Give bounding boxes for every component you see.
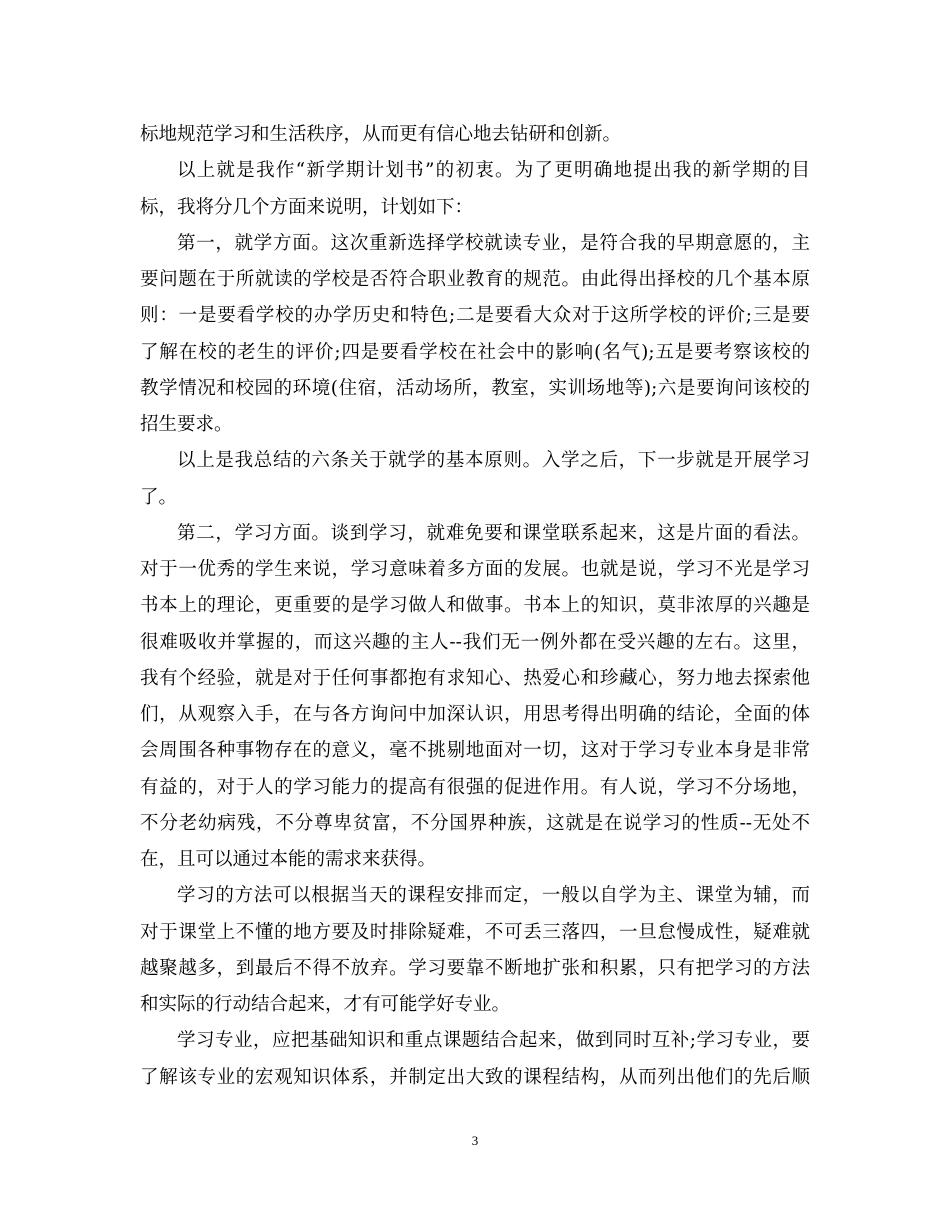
- text-line: 了。: [140, 486, 178, 508]
- text-line: 了解该专业的宏观知识体系，并制定出大致的课程结构，从而列出他们的先后顺: [140, 1066, 810, 1088]
- text-line: 学习专业，应把基础知识和重点课题结合起来，做到同时互补;学习专业，要: [177, 1030, 810, 1052]
- text-line: 第一，就学方面。这次重新选择学校就读专业，是符合我的早期意愿的，主: [177, 232, 810, 254]
- text-line: 们，从观察入手，在与各方询问中加深认识，用思考得出明确的结论，全面的体: [140, 704, 810, 725]
- text-line: 和实际的行动结合起来，才有可能学好专业。: [140, 994, 511, 1015]
- text-line: 有益的，对于人的学习能力的提高有很强的促进作用。有人说，学习不分场地，: [140, 776, 810, 798]
- text-line: 以上就是我作“新学期计划书”的初衷。为了更明确地提出我的新学期的目: [177, 160, 810, 182]
- text-line: 会周围各种事物存在的意义，毫不挑剔地面对一切，这对于学习专业本身是非常: [140, 740, 810, 762]
- text-line: 要问题在于所就读的学校是否符合职业教育的规范。由此得出择校的几个基本原: [140, 269, 810, 290]
- text-line: 学习的方法可以根据当天的课程安排而定，一般以自学为主、课堂为辅，而: [177, 885, 810, 907]
- text-line: 越聚越多，到最后不得不放弃。学习要靠不断地扩张和积累，只有把学习的方法: [140, 957, 810, 979]
- text-line: 对于课堂上不懂的地方要及时排除疑难，不可丢三落四，一旦怠慢成性，疑难就: [140, 921, 810, 943]
- text-line: 标，我将分几个方面来说明，计划如下：: [140, 196, 474, 218]
- text-line: 了解在校的老生的评价;四是要看学校在社会中的影响(名气);五是要考察该校的: [140, 341, 810, 363]
- text-line: 招生要求。: [140, 414, 233, 435]
- text-line: 以上是我总结的六条关于就学的基本原则。入学之后，下一步就是开展学习: [177, 450, 810, 472]
- text-line: 对于一优秀的学生来说，学习意味着多方面的发展。也就是说，学习不光是学习: [140, 559, 810, 580]
- text-line: 第二，学习方面。谈到学习，就难免要和课堂联系起来，这是片面的看法。: [177, 522, 810, 544]
- text-line: 不分老幼病残，不分尊卑贫富，不分国界种族，这就是在说学习的性质--无处不: [140, 812, 810, 834]
- text-line: 很难吸收并掌握的，而这兴趣的主人--我们无一例外都在受兴趣的左右。这里，: [140, 631, 810, 653]
- text-line: 在，且可以通过本能的需求来获得。: [140, 849, 437, 870]
- text-line: 教学情况和校园的环境(住宿，活动场所，教室，实训场地等);六是要询问该校的: [140, 377, 810, 399]
- text-line: 标地规范学习和生活秩序，从而更有信心地去钻研和创新。: [140, 124, 622, 145]
- text-line: 我有个经验，就是对于任何事都抱有求知心、热爱心和珍藏心，努力地去探索他: [140, 667, 810, 689]
- text-line: 则：一是要看学校的办学历史和特色;二是要看大众对于这所学校的评价;三是要: [140, 305, 810, 327]
- page-number: 3: [471, 1133, 479, 1148]
- text-line: 书本上的理论，更重要的是学习做人和做事。书本上的知识，莫非浓厚的兴趣是: [140, 595, 810, 617]
- body-text: [140, 117, 810, 1096]
